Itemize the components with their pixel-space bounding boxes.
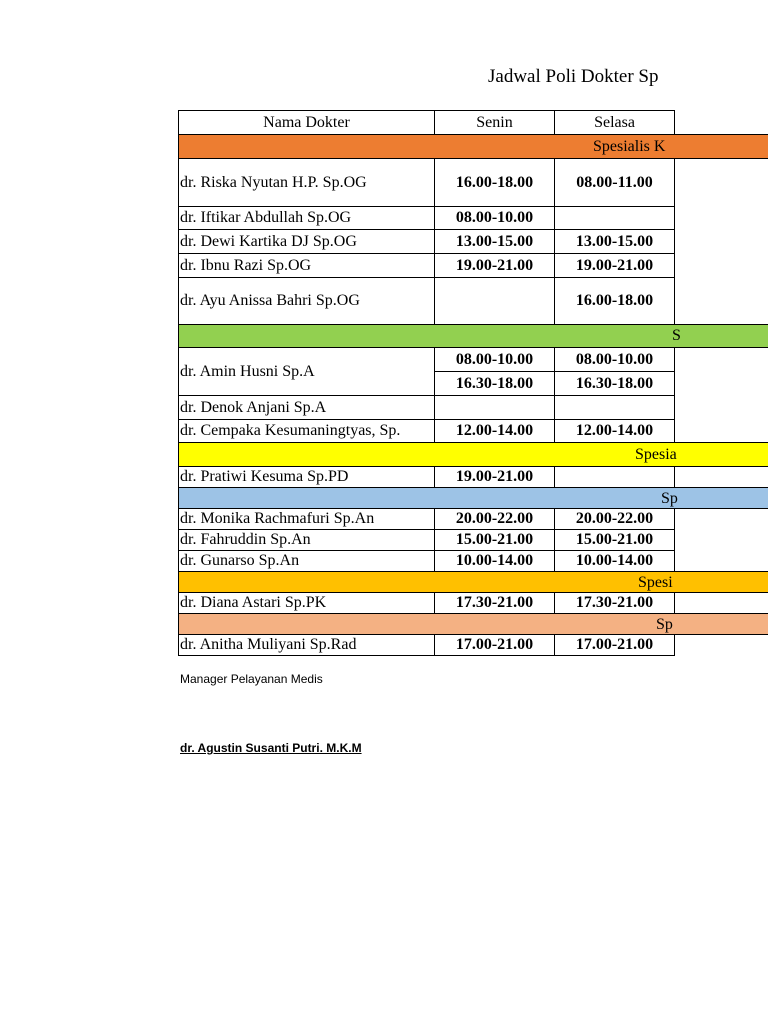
schedule-selasa: 19.00-21.00 xyxy=(554,253,675,278)
header-selasa: Selasa xyxy=(554,110,675,135)
schedule-selasa xyxy=(554,466,675,488)
schedule-senin: 10.00-14.00 xyxy=(434,550,555,572)
header-name: Nama Dokter xyxy=(178,110,435,135)
schedule-senin xyxy=(434,277,555,325)
page-title: Jadwal Poli Dokter Sp xyxy=(488,66,659,87)
section-band xyxy=(178,442,768,467)
schedule-senin: 17.00-21.00 xyxy=(434,634,555,656)
schedule-senin: 12.00-14.00 xyxy=(434,419,555,443)
section-label: Spesia xyxy=(635,446,677,463)
schedule-senin: 08.00-10.00 xyxy=(434,347,555,372)
schedule-selasa xyxy=(554,395,675,420)
schedule-selasa: 20.00-22.00 xyxy=(554,508,675,530)
schedule-selasa: 08.00-10.00 xyxy=(554,347,675,372)
schedule-senin: 08.00-10.00 xyxy=(434,206,555,230)
schedule-selasa: 13.00-15.00 xyxy=(554,229,675,254)
schedule-selasa: 12.00-14.00 xyxy=(554,419,675,443)
section-band xyxy=(178,324,768,348)
section-label: Spesi xyxy=(638,574,673,591)
header-senin: Senin xyxy=(434,110,555,135)
schedule-selasa: 15.00-21.00 xyxy=(554,529,675,551)
manager-signature-name: dr. Agustin Susanti Putri. M.K.M xyxy=(180,741,362,755)
schedule-senin: 13.00-15.00 xyxy=(434,229,555,254)
section-label: S xyxy=(672,327,681,344)
doctor-name: dr. Riska Nyutan H.P. Sp.OG xyxy=(178,158,435,207)
section-band xyxy=(178,613,768,635)
schedule-selasa: 17.30-21.00 xyxy=(554,592,675,614)
schedule-selasa: 08.00-11.00 xyxy=(554,158,675,207)
doctor-name: dr. Pratiwi Kesuma Sp.PD xyxy=(178,466,435,488)
doctor-name: dr. Cempaka Kesumaningtyas, Sp. xyxy=(178,419,435,443)
doctor-name: dr. Anitha Muliyani Sp.Rad xyxy=(178,634,435,656)
doctor-name: dr. Fahruddin Sp.An xyxy=(178,529,435,551)
section-label: Sp xyxy=(661,490,678,507)
section-label: Spesialis K xyxy=(593,138,666,155)
doctor-name: dr. Gunarso Sp.An xyxy=(178,550,435,572)
doctor-name: dr. Amin Husni Sp.A xyxy=(178,347,435,396)
schedule-senin xyxy=(434,395,555,420)
schedule-selasa: 10.00-14.00 xyxy=(554,550,675,572)
schedule-senin: 19.00-21.00 xyxy=(434,253,555,278)
schedule-senin: 19.00-21.00 xyxy=(434,466,555,488)
doctor-name: dr. Ibnu Razi Sp.OG xyxy=(178,253,435,278)
manager-role: Manager Pelayanan Medis xyxy=(180,672,323,686)
section-band xyxy=(178,487,768,509)
schedule-selasa xyxy=(554,206,675,230)
section-band xyxy=(178,134,768,159)
doctor-name: dr. Iftikar Abdullah Sp.OG xyxy=(178,206,435,230)
doctor-name: dr. Ayu Anissa Bahri Sp.OG xyxy=(178,277,435,325)
schedule-selasa: 16.00-18.00 xyxy=(554,277,675,325)
doctor-name: dr. Denok Anjani Sp.A xyxy=(178,395,435,420)
doctor-name: dr. Monika Rachmafuri Sp.An xyxy=(178,508,435,530)
schedule-senin: 16.30-18.00 xyxy=(434,371,555,396)
schedule-senin: 16.00-18.00 xyxy=(434,158,555,207)
schedule-senin: 20.00-22.00 xyxy=(434,508,555,530)
section-band xyxy=(178,571,768,593)
doctor-name: dr. Dewi Kartika DJ Sp.OG xyxy=(178,229,435,254)
section-label: Sp xyxy=(656,616,673,633)
schedule-selasa: 17.00-21.00 xyxy=(554,634,675,656)
schedule-senin: 17.30-21.00 xyxy=(434,592,555,614)
doctor-name: dr. Diana Astari Sp.PK xyxy=(178,592,435,614)
schedule-senin: 15.00-21.00 xyxy=(434,529,555,551)
schedule-selasa: 16.30-18.00 xyxy=(554,371,675,396)
